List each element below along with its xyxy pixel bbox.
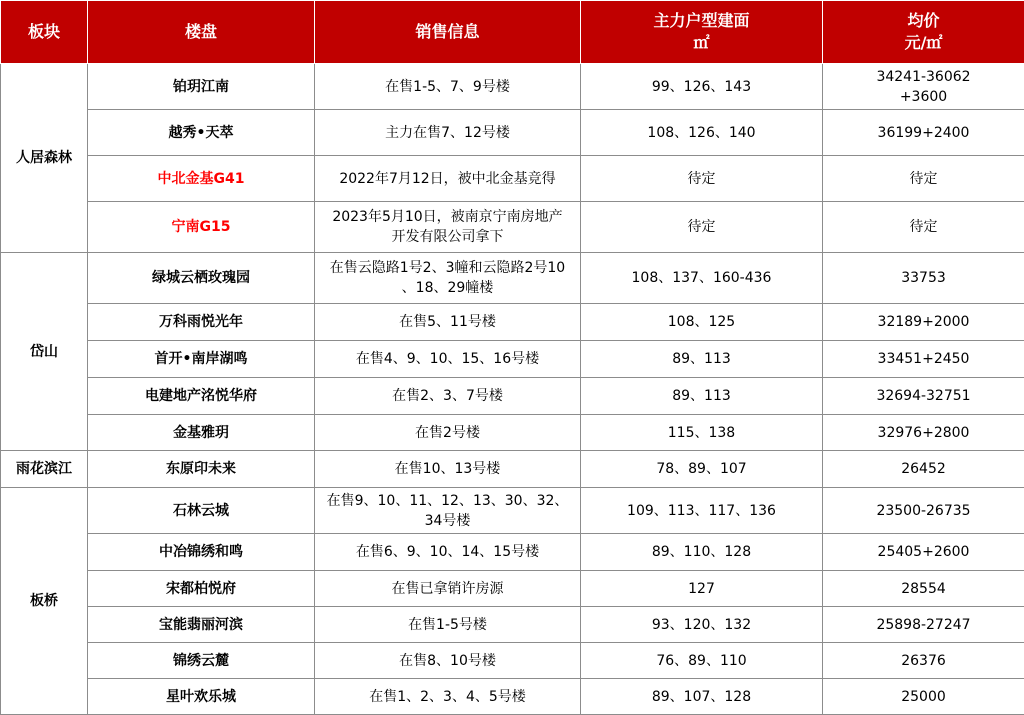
- main-area: 108、126、140: [581, 110, 823, 156]
- table-row: [1, 110, 1024, 156]
- sales-info: 在售8、10号楼: [315, 643, 581, 679]
- main-area: 108、137、160-436: [581, 253, 823, 304]
- sales-info-line2: 34号楼: [319, 511, 576, 531]
- main-area: 78、89、107: [581, 451, 823, 488]
- sales-info-line2: 、18、29幢楼: [319, 278, 576, 298]
- avg-price: 待定: [823, 156, 1024, 202]
- table-row: [1, 607, 1024, 643]
- table-row: [1, 202, 1024, 253]
- table-row: [1, 534, 1024, 571]
- header-sector: 板块: [1, 1, 88, 64]
- table-row: [1, 488, 1024, 534]
- sales-info: 在售1、2、3、4、5号楼: [315, 679, 581, 715]
- sector-cell: 人居森林: [1, 64, 88, 253]
- avg-price: 待定: [823, 202, 1024, 253]
- main-area: 76、89、110: [581, 643, 823, 679]
- project-name: 万科雨悦光年: [88, 304, 315, 341]
- avg-price: 26452: [823, 451, 1024, 488]
- project-name: 中北金基G41: [88, 156, 315, 202]
- main-area: 108、125: [581, 304, 823, 341]
- sector-cell: 岱山: [1, 253, 88, 451]
- sales-info: 在售6、9、10、14、15号楼: [315, 534, 581, 571]
- table-row: [1, 341, 1024, 378]
- sales-info: 在售2号楼: [315, 415, 581, 451]
- header-price-unit: 元/㎡: [827, 32, 1020, 54]
- header-price-line1: 均价: [827, 10, 1020, 32]
- avg-price: 36199+2400: [823, 110, 1024, 156]
- avg-price: 32189+2000: [823, 304, 1024, 341]
- project-name: 东原印未来: [88, 451, 315, 488]
- avg-price: 33753: [823, 253, 1024, 304]
- header-sales-info: 销售信息: [315, 1, 581, 64]
- sales-info-line1: 在售云隐路1号2、3幢和云隐路2号10: [319, 258, 576, 278]
- avg-price: 25898-27247: [823, 607, 1024, 643]
- avg-price: 32976+2800: [823, 415, 1024, 451]
- sales-info: [315, 253, 581, 304]
- sales-info: [315, 488, 581, 534]
- table-row: [1, 156, 1024, 202]
- project-name: 中冶锦绣和鸣: [88, 534, 315, 571]
- sales-info: 在售4、9、10、15、16号楼: [315, 341, 581, 378]
- sales-info: 在售1-5号楼: [315, 607, 581, 643]
- sector-cell: 雨花滨江: [1, 451, 88, 488]
- sales-info: 在售10、13号楼: [315, 451, 581, 488]
- avg-price: 23500-26735: [823, 488, 1024, 534]
- avg-price-line2: +3600: [827, 87, 1020, 107]
- main-area: 115、138: [581, 415, 823, 451]
- project-name: 绿城云栖玫瑰园: [88, 253, 315, 304]
- main-area: 89、107、128: [581, 679, 823, 715]
- main-area: 109、113、117、136: [581, 488, 823, 534]
- project-name: 宋都柏悦府: [88, 571, 315, 607]
- avg-price: 28554: [823, 571, 1024, 607]
- table-row: [1, 253, 1024, 304]
- table-row: [1, 378, 1024, 415]
- sales-info-line1: 2023年5月10日，被南京宁南房地产: [319, 207, 576, 227]
- table-row: [1, 415, 1024, 451]
- avg-price-line1: 34241-36062: [827, 67, 1020, 87]
- main-area: 127: [581, 571, 823, 607]
- avg-price: 32694-32751: [823, 378, 1024, 415]
- table-row: [1, 679, 1024, 715]
- main-area: 89、113: [581, 378, 823, 415]
- main-area: 89、110、128: [581, 534, 823, 571]
- sales-info-line1: 在售9、10、11、12、13、30、32、: [319, 491, 576, 511]
- sales-info: 主力在售7、12号楼: [315, 110, 581, 156]
- main-area: 89、113: [581, 341, 823, 378]
- project-name: 星叶欢乐城: [88, 679, 315, 715]
- project-name: 锦绣云麓: [88, 643, 315, 679]
- avg-price: 25405+2600: [823, 534, 1024, 571]
- avg-price: 25000: [823, 679, 1024, 715]
- project-name: 金基雅玥: [88, 415, 315, 451]
- project-name: 首开•南岸湖鸣: [88, 341, 315, 378]
- table-row: [1, 451, 1024, 488]
- header-area-line1: 主力户型建面: [585, 10, 818, 32]
- sector-cell: 板桥: [1, 488, 88, 715]
- sales-info-line2: 开发有限公司拿下: [319, 227, 576, 247]
- main-area: 待定: [581, 202, 823, 253]
- avg-price: 26376: [823, 643, 1024, 679]
- sales-info: 2022年7月12日，被中北金基竞得: [315, 156, 581, 202]
- main-area: 99、126、143: [581, 64, 823, 110]
- avg-price: 33451+2450: [823, 341, 1024, 378]
- header-project: 楼盘: [88, 1, 315, 64]
- table-row: [1, 571, 1024, 607]
- table-row: [1, 64, 1024, 110]
- table-row: [1, 643, 1024, 679]
- project-name: 越秀•天萃: [88, 110, 315, 156]
- project-name: 电建地产洺悦华府: [88, 378, 315, 415]
- project-name: 宁南G15: [88, 202, 315, 253]
- header-area-unit: ㎡: [585, 32, 818, 54]
- main-area: 93、120、132: [581, 607, 823, 643]
- header-main-area: [581, 1, 823, 64]
- avg-price: [823, 64, 1024, 110]
- sales-info: 在售1-5、7、9号楼: [315, 64, 581, 110]
- sales-info: 在售已拿销许房源: [315, 571, 581, 607]
- sales-info: 在售5、11号楼: [315, 304, 581, 341]
- sales-info: [315, 202, 581, 253]
- table-row: [1, 304, 1024, 341]
- project-name: 石林云城: [88, 488, 315, 534]
- sales-info: 在售2、3、7号楼: [315, 378, 581, 415]
- main-area: 待定: [581, 156, 823, 202]
- project-name: 宝能翡丽河滨: [88, 607, 315, 643]
- project-name: 铂玥江南: [88, 64, 315, 110]
- header-row: [1, 1, 1024, 64]
- header-avg-price: [823, 1, 1024, 64]
